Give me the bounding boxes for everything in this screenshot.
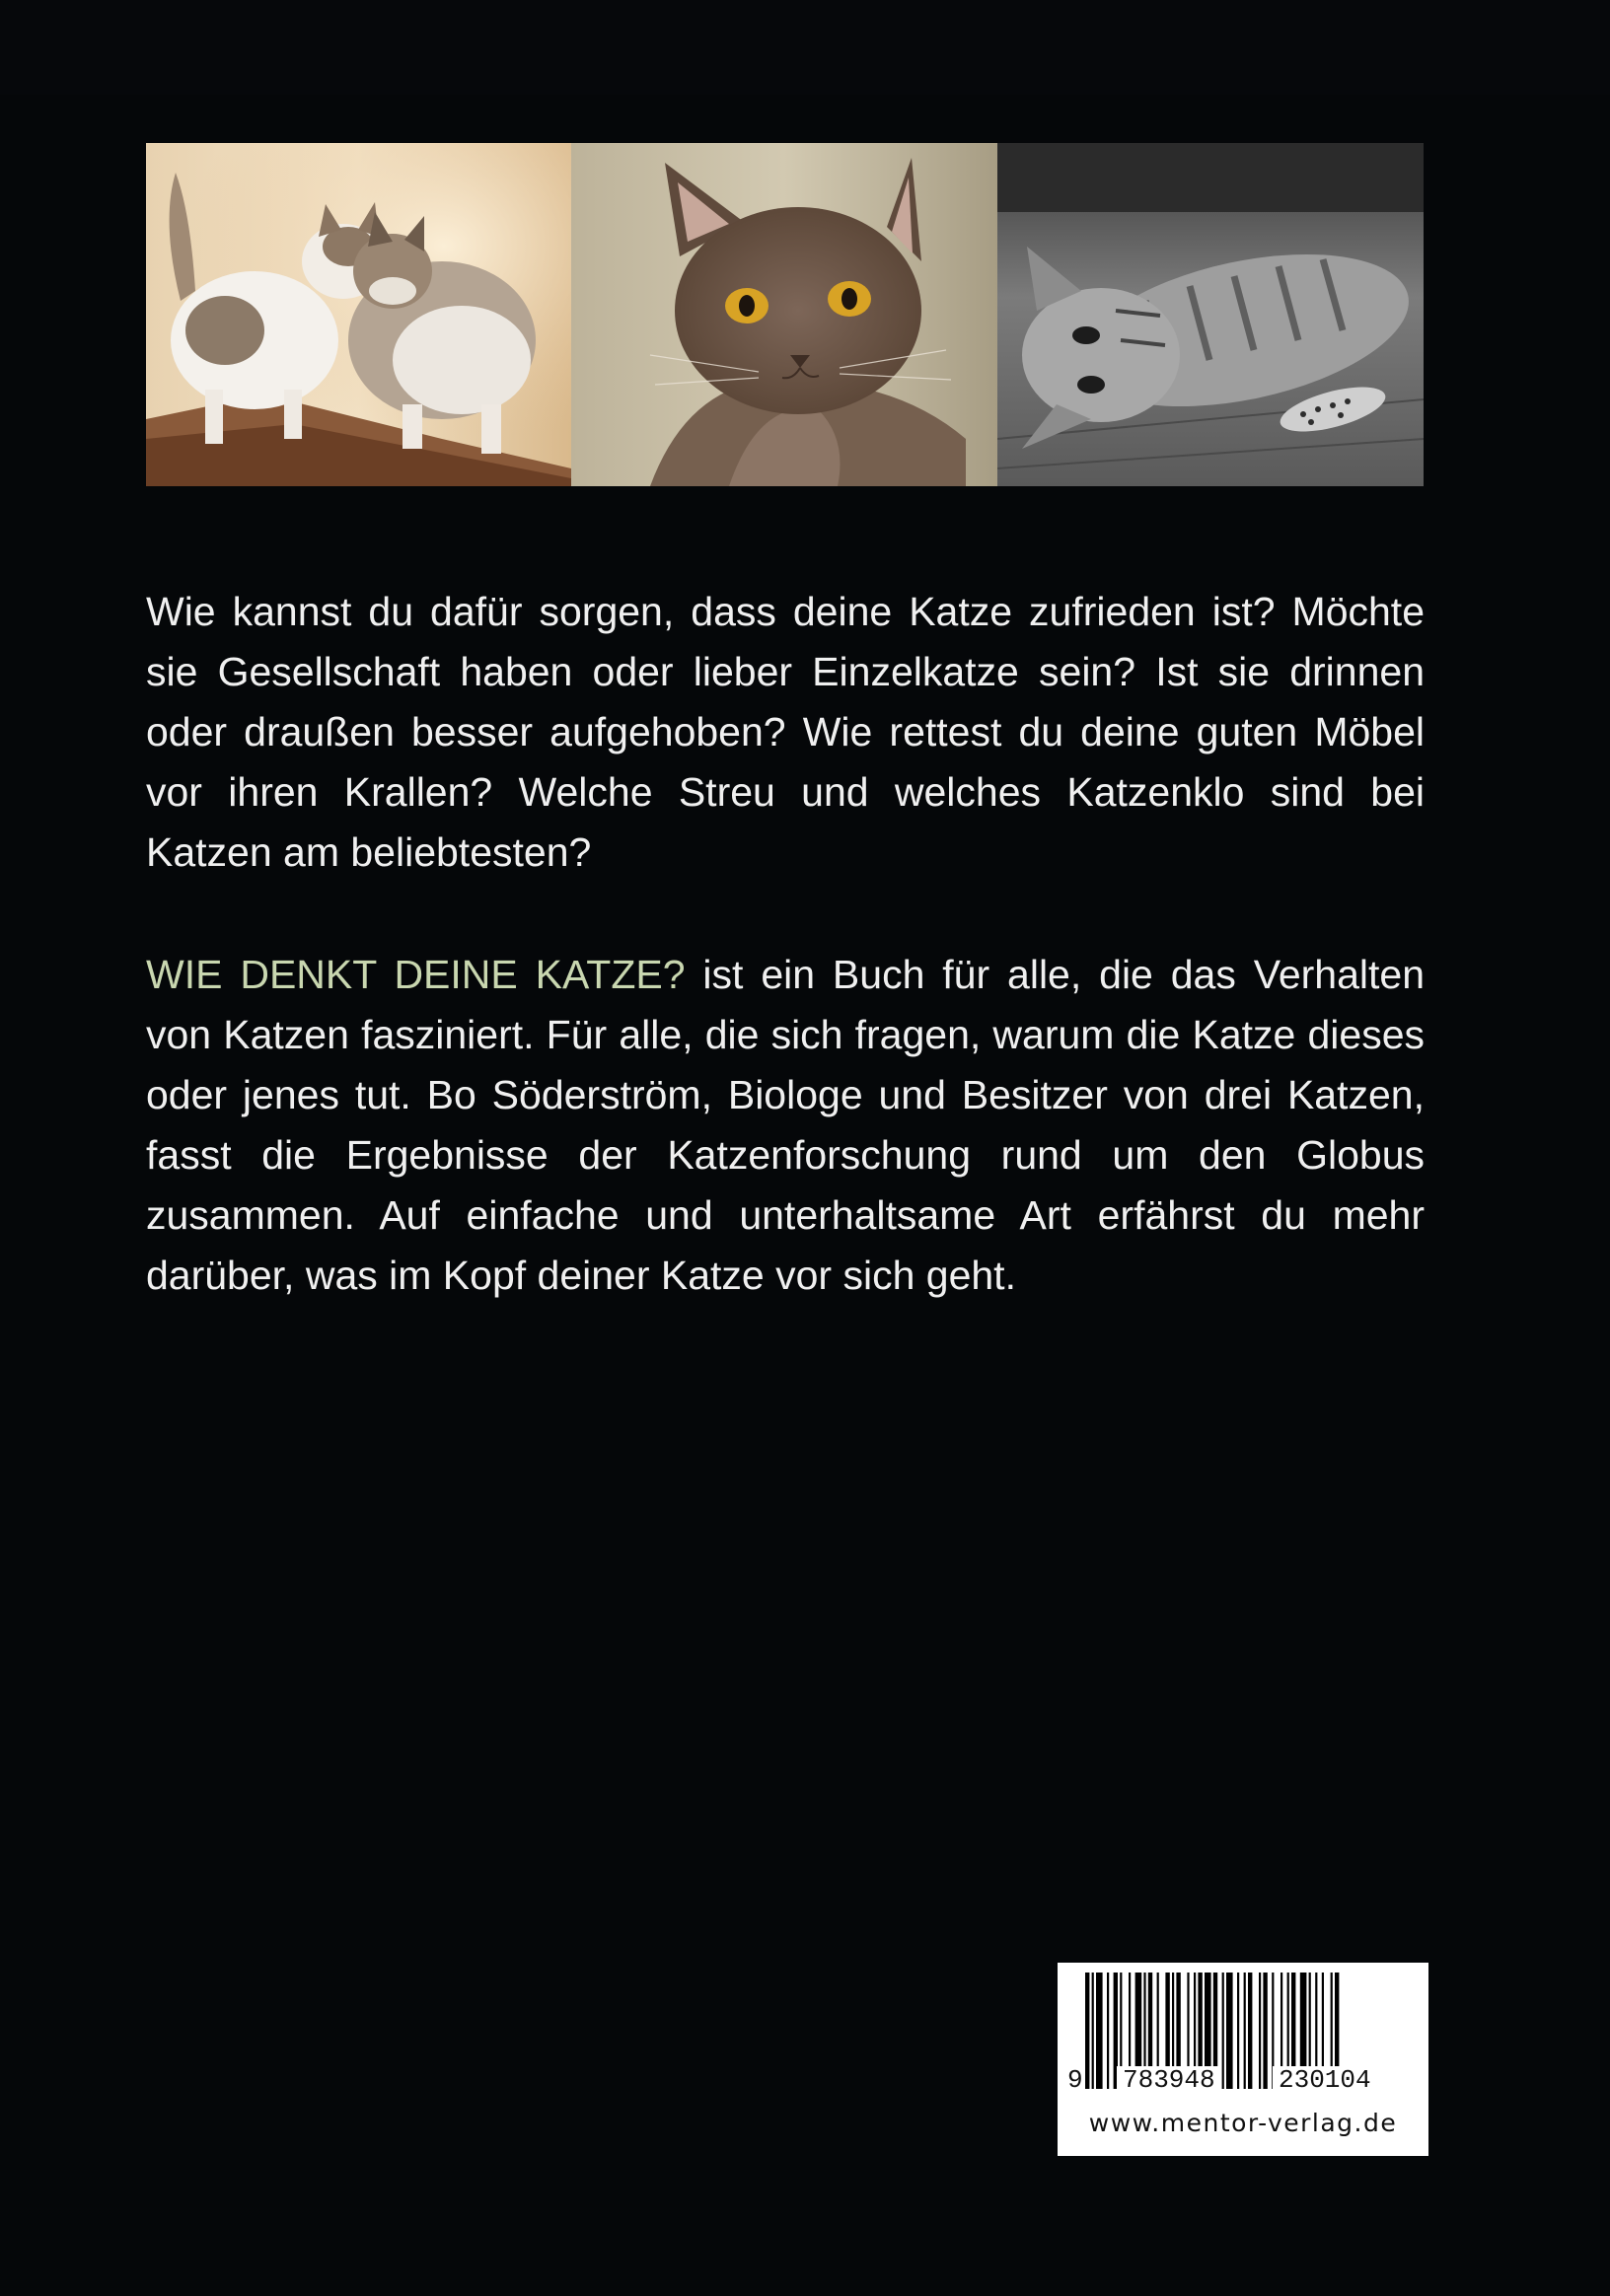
tabby-kitten-lying-bw-photo bbox=[997, 143, 1424, 486]
barcode-bar bbox=[1244, 1973, 1246, 2089]
isbn-right-digits: 230104 bbox=[1273, 2066, 1377, 2094]
barcode-bar bbox=[1085, 1973, 1089, 2089]
isbn-first-digit: 9 bbox=[1067, 2065, 1083, 2095]
barcode-bar bbox=[1092, 1973, 1094, 2089]
barcode-bar bbox=[1263, 1973, 1267, 2089]
barcode-bar bbox=[1248, 1973, 1252, 2089]
blurb-paragraph-2-text: ist ein Buch für alle, die das Verhalten von Katzen fasziniert. Für alle, die sich fragen, warum die Katze dieses oder jenes tut. Bo Söderström, Biologe und Besitzer von drei Katzen, fasst die Ergebnisse der Katzenforschung rund um den Globus zusammen. Auf einfache und unterhaltsame Art erfährst du mehr darüber, was im Kopf deiner Katze vor sich geht. bbox=[146, 952, 1425, 1298]
isbn-left-digits: 783948 bbox=[1117, 2066, 1221, 2094]
blurb-paragraph-1: Wie kannst du dafür sorgen, dass deine Katze zufrieden ist? Möchte sie Gesellschaft haben oder lieber Einzelkatze sein? Ist sie drinnen oder draußen besser aufgehoben? Wie rettest du deine guten Möbel vor ihren Krallen? Welche Streu und welches Katzenklo sind bei Katzen am beliebtesten? bbox=[146, 589, 1425, 875]
top-band bbox=[0, 0, 1610, 95]
book-title-highlight: WIE DENKT DEINE KATZE? bbox=[146, 952, 686, 997]
barcode-bar bbox=[1096, 1973, 1103, 2089]
two-cats-nuzzling-photo bbox=[146, 143, 571, 486]
burmese-cat-portrait-photo bbox=[571, 143, 997, 486]
barcode-bar bbox=[1237, 1973, 1239, 2089]
barcode-bar bbox=[1222, 1973, 1224, 2089]
barcode-bar bbox=[1259, 1973, 1261, 2089]
photo-strip bbox=[146, 143, 1424, 486]
barcode-bar bbox=[1107, 1973, 1109, 2089]
barcode-bar bbox=[1226, 1973, 1233, 2089]
isbn-barcode bbox=[1058, 1963, 1428, 2156]
blurb-paragraph-2 bbox=[146, 945, 1425, 1306]
publisher-url: www.mentor-verlag.de bbox=[1088, 2109, 1398, 2137]
